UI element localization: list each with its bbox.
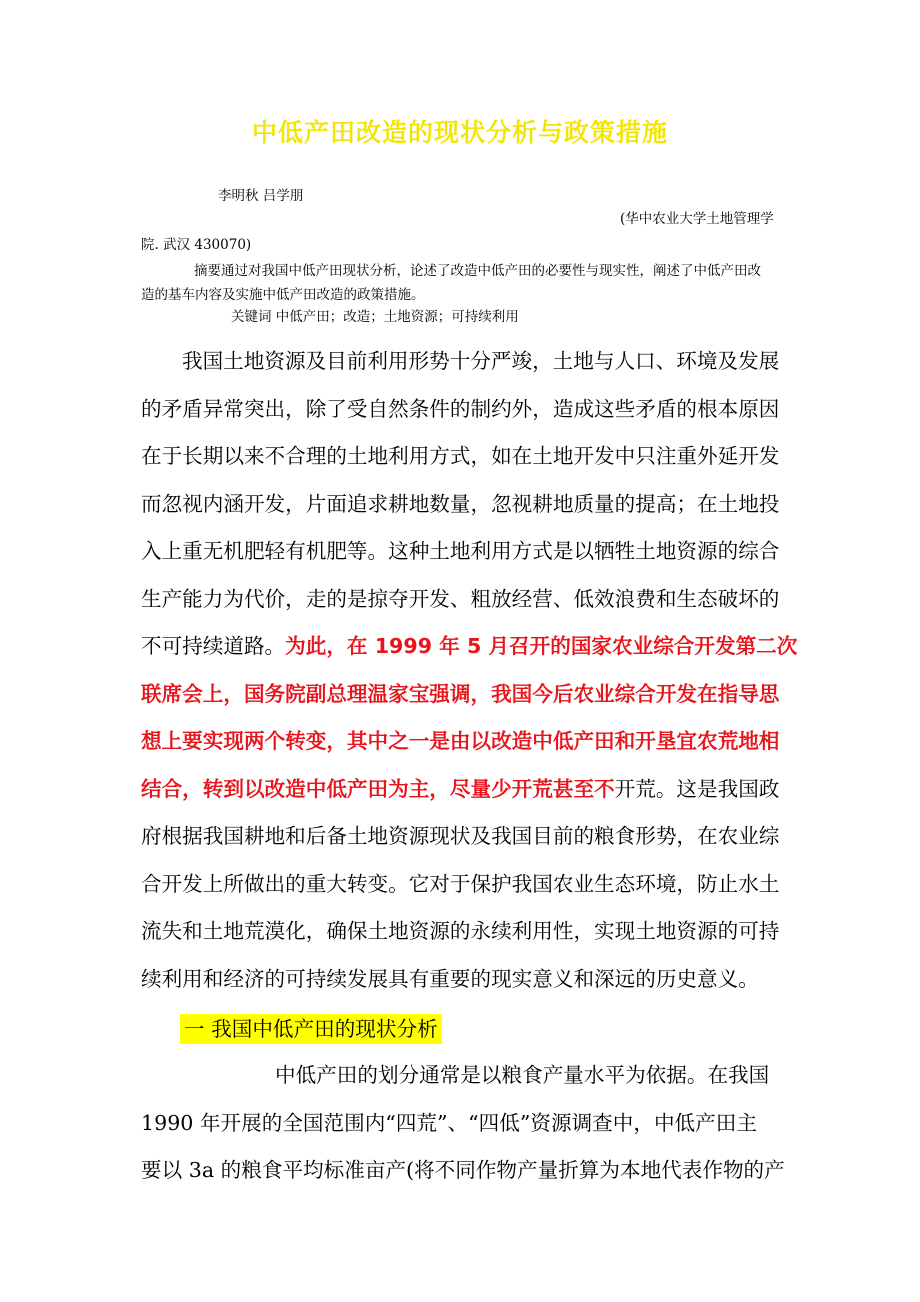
highlighted-line: 联席会上，国务院副总理温家宝强调，我国今后农业综合开发在指导思: [141, 681, 780, 706]
paragraph-line: 合开发上所做出的重大转变。它对于保护我国农业生态环境，防止水土: [141, 871, 780, 896]
affiliation-line-2: 院. 武汉 430070): [141, 237, 252, 253]
paragraph-line: [141, 623, 798, 671]
authors: 李明秋 吕学朋: [218, 188, 304, 204]
paragraph-line: 府根据我国耕地和后备土地资源现状及我国目前的粮食形势，在农业综: [141, 824, 780, 848]
highlighted-text: 为此，在 1999 年 5 月召开的国家农业综合开发第二次: [285, 634, 798, 658]
abstract-line-1: 摘要通过对我国中低产田现状分析，论述了改造中低产田的必要性与现实性，阐述了中低产田改: [194, 263, 761, 279]
paragraph-line: 我国土地资源及目前利用形势十分严竣，土地与人口、环境及发展: [182, 349, 780, 373]
paragraph-line: 1990 年开展的全国范围内“四荒”、“四低”资源调查中，中低产田主: [141, 1110, 757, 1135]
paragraph-line: 而忽视内涵开发，片面追求耕地数量，忽视耕地质量的提高；在土地投: [141, 491, 780, 516]
paragraph-line: 续利用和经济的可持续发展具有重要的现实意义和深远的历史意义。: [141, 966, 759, 991]
section-heading: 一 我国中低产田的现状分析: [180, 1014, 442, 1044]
paragraph-line: 入上重无机肥轻有机肥等。这种土地利用方式是以牺牲土地资源的综合: [141, 539, 780, 563]
document-title: 中低产田改造的现状分析与政策措施: [251, 118, 668, 147]
paragraph-line: 流失和土地荒漠化，确保土地资源的永续利用性，实现土地资源的可持: [141, 919, 780, 943]
plain-text: 不可持续道路。: [141, 634, 286, 658]
body-paragraph-1: [141, 338, 798, 1003]
highlighted-line: 想上要实现两个转变，其中之一是由以改造中低产田和开垦宜农荒地相: [141, 729, 780, 753]
highlighted-text: 结合，转到以改造中低产田为主，尽量少开荒甚至不: [141, 776, 615, 801]
body-paragraph-2: [141, 1052, 785, 1195]
affiliation-line-1: (华中农业大学土地管理学: [620, 211, 774, 227]
keywords: 关键词 中低产田；改造；土地资源；可持续利用: [231, 309, 519, 325]
plain-text: 开荒。这是我国政: [614, 776, 780, 801]
paragraph-line: 的矛盾异常突出，除了受自然条件的制约外，造成这些矛盾的根本原因: [141, 396, 780, 421]
paragraph-line: 中低产田的划分通常是以粮食产量水平为依据。在我国: [275, 1063, 770, 1087]
abstract-line-2: 造的基车内容及实施中低产田改造的政策措施。: [141, 287, 425, 303]
paragraph-line: 生产能力为代价，走的是掠夺开发、粗放经营、低效浪费和生态破坏的: [141, 586, 780, 611]
paragraph-line: 在于长期以来不合理的土地利用方式，如在土地开发中只注重外延开发: [141, 444, 780, 468]
paragraph-line: 要以 3a 的粮食平均标准亩产(将不同作物产量折算为本地代表作物的产: [141, 1158, 785, 1182]
paragraph-line: [141, 766, 781, 814]
